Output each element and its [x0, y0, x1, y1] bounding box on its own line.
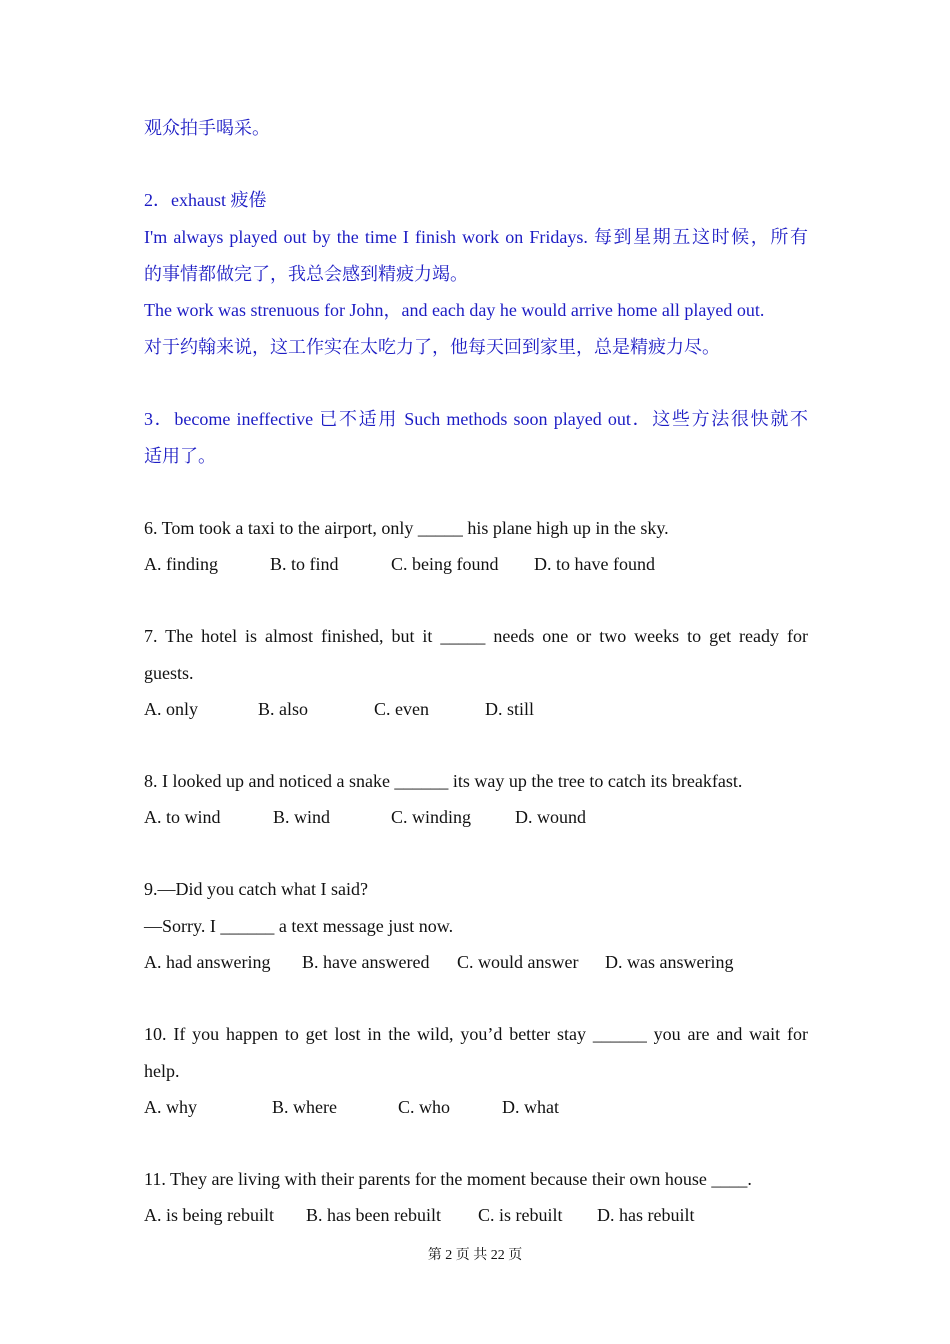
- question-7-option-a: A. only: [144, 699, 198, 719]
- question-6-option-d: D. to have found: [534, 554, 655, 574]
- question-8-option-a: A. to wind: [144, 807, 221, 827]
- question-7-option-b: B. also: [258, 699, 309, 719]
- question-11-option-a: A. is being rebuilt: [144, 1205, 274, 1225]
- question-8-option-b: B. wind: [273, 807, 331, 827]
- question-6-option-b: B. to find: [270, 554, 339, 574]
- question-9-option-a: A. had answering: [144, 952, 271, 972]
- question-9-stem-line1: 9.—Did you catch what I said?: [144, 879, 368, 899]
- question-8-stem: 8. I looked up and noticed a snake ______ its way up the tree to catch its breakfast.: [144, 771, 743, 791]
- question-10-option-a: A. why: [144, 1097, 197, 1117]
- question-11-option-c: C. is rebuilt: [478, 1205, 563, 1225]
- question-7-option-c: C. even: [374, 699, 429, 719]
- note-item2-heading: 2．exhaust 疲倦: [144, 190, 267, 210]
- note-item2-example1-line1: I'm always played out by the time I finish work on Fridays. 每到星期五这时候，所有: [144, 227, 808, 247]
- note-item3-line2: 适用了。: [144, 446, 216, 466]
- question-9-option-b: B. have answered: [302, 952, 430, 972]
- question-11-option-d: D. has rebuilt: [597, 1205, 695, 1225]
- note-line-audience-applause: 观众拍手喝采。: [144, 118, 270, 138]
- question-8-option-c: C. winding: [391, 807, 472, 827]
- page-number-footer: 第 2 页 共 22 页: [427, 1248, 523, 1263]
- note-item2-example2-line2: 对于约翰来说，这工作实在太吃力了，他每天回到家里，总是精疲力尽。: [144, 337, 720, 357]
- question-7-stem-line1: 7. The hotel is almost finished, but it _____ needs one or two weeks to get ready for: [144, 626, 808, 646]
- question-9-option-d: D. was answering: [605, 952, 734, 972]
- question-9-stem-line2: —Sorry. I ______ a text message just now.: [144, 916, 454, 936]
- note-item2-example2-line1: The work was strenuous for John，and each day he would arrive home all played out.: [144, 300, 765, 320]
- question-10-option-d: D. what: [502, 1097, 559, 1117]
- question-10-option-b: B. where: [272, 1097, 337, 1117]
- question-10-stem-line1: 10. If you happen to get lost in the wild, you’d better stay ______ you are and wait for: [144, 1024, 808, 1044]
- question-10-option-c: C. who: [398, 1097, 451, 1117]
- note-item3-line1: 3．become ineffective 已不适用 Such methods soon played out．这些方法很快就不: [144, 409, 808, 429]
- note-item2-example1-line2: 的事情都做完了，我总会感到精疲力竭。: [144, 264, 468, 284]
- question-7-option-d: D. still: [485, 699, 535, 719]
- question-9-option-c: C. would answer: [457, 952, 579, 972]
- question-10-stem-line2: help.: [144, 1061, 180, 1081]
- question-8-option-d: D. wound: [515, 807, 586, 827]
- question-11-stem: 11. They are living with their parents for the moment because their own house ____.: [144, 1169, 752, 1189]
- question-11-option-b: B. has been rebuilt: [306, 1205, 441, 1225]
- question-6-option-a: A. finding: [144, 554, 218, 574]
- question-7-stem-line2: guests.: [144, 663, 194, 683]
- question-6-option-c: C. being found: [391, 554, 499, 574]
- question-6-stem: 6. Tom took a taxi to the airport, only _____ his plane high up in the sky.: [144, 518, 669, 538]
